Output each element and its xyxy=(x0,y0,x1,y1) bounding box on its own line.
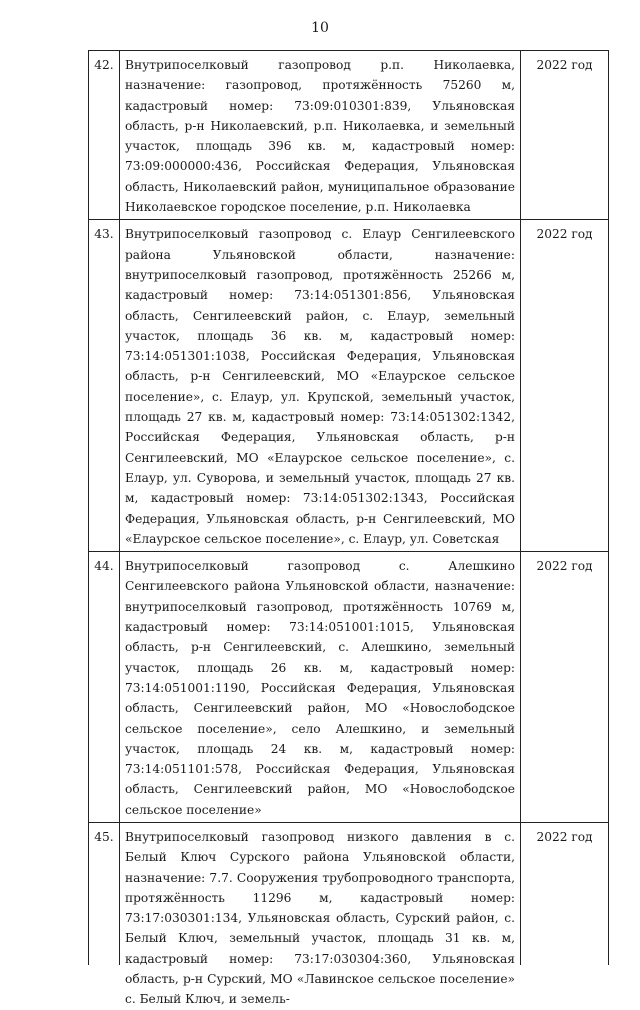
table-row xyxy=(89,220,609,552)
registry-table xyxy=(88,50,609,1007)
row-description xyxy=(120,822,521,1007)
row-number: 45. xyxy=(89,822,120,965)
row-year: 2022 год xyxy=(521,552,609,823)
row-description-text: Внутрипоселковый газопровод низкого давления в с. Белый Ключ Сурского района Ульяновской области, назначение: 7.7. Сооружения трубопроводного транспорта, протяжённость 11296 м, кадастровый номер: 73:17:030301:134, Ульяновская область, Сурский район, с. Белый Ключ, земельный участок, площадь 31 кв. м, кадастровый номер: 73:17:030304:360, Ульяновская область, р-н Сурский, МО «Лавинское сельское поселение» с. Белый Ключ, и земель- xyxy=(125,829,515,1007)
row-description: Внутрипоселковый газопровод с. Елаур Сенгилеевского района Ульяновской области, назначение: внутрипоселковый газопровод, протяжённость 25266 м, кадастровый номер: 73:14:051301:856, Ульяновская область, Сенгилеевский район, с. Елаур, земельный участок, площадь 36 кв. м, кадастровый номер: 73:14:051301:1038, Российская Федерация, Ульяновская область, р-н Сенгилеевский, МО «Елаурское сельское поселение», с. Елаур, ул. Крупской, земельный участок, площадь 27 кв. м, кадастровый номер: 73:14:051302:1342, Российская Федерация, Ульяновская область, р-н Сенгилеевский, МО «Елаурское сельское поселение», с. Елаур, ул. Суворова, и земельный участок, площадь 27 кв. м, кадастровый номер: 73:14:051302:1343, Российская Федерация, Ульяновская область, р-н Сенгилеевский, МО «Елаурское сельское поселение», с. Елаур, ул. Советская xyxy=(120,220,521,552)
table-row xyxy=(89,51,609,220)
row-year: 2022 год xyxy=(521,220,609,552)
row-number: 42. xyxy=(89,51,120,220)
row-year: 2022 год xyxy=(521,822,609,965)
table-row xyxy=(89,822,609,965)
row-year: 2022 год xyxy=(521,51,609,220)
row-number: 44. xyxy=(89,552,120,823)
table-row xyxy=(89,552,609,823)
row-description: Внутрипоселковый газопровод с. Алешкино Сенгилеевского района Ульяновской области, назначение: внутрипоселковый газопровод, протяжённость 10769 м, кадастровый номер: 73:14:051001:1015, Ульяновская область, р-н Сенгилеевский, с. Алешкино, земельный участок, площадь 26 кв. м, кадастровый номер: 73:14:051001:1190, Российская Федерация, Ульяновская область, Сенгилеевский район, МО «Новослободское сельское поселение», село Алешкино, и земельный участок, площадь 24 кв. м, кадастровый номер: 73:14:051101:578, Российская Федерация, Ульяновская область, Сенгилеевский район, МО «Новослободское сельское поселение» xyxy=(120,552,521,823)
page-number: 10 xyxy=(311,20,329,36)
row-number: 43. xyxy=(89,220,120,552)
row-description: Внутрипоселковый газопровод р.п. Николаевка, назначение: газопровод, протяжённость 75260 м, кадастровый номер: 73:09:010301:839, Ульяновская область, р-н Николаевский, р.п. Николаевка, и земельный участок, площадь 396 кв. м, кадастровый номер: 73:09:000000:436, Российская Федерация, Ульяновская область, Николаевский район, муниципальное образование Николаевское городское поселение, р.п. Николаевка xyxy=(120,51,521,220)
